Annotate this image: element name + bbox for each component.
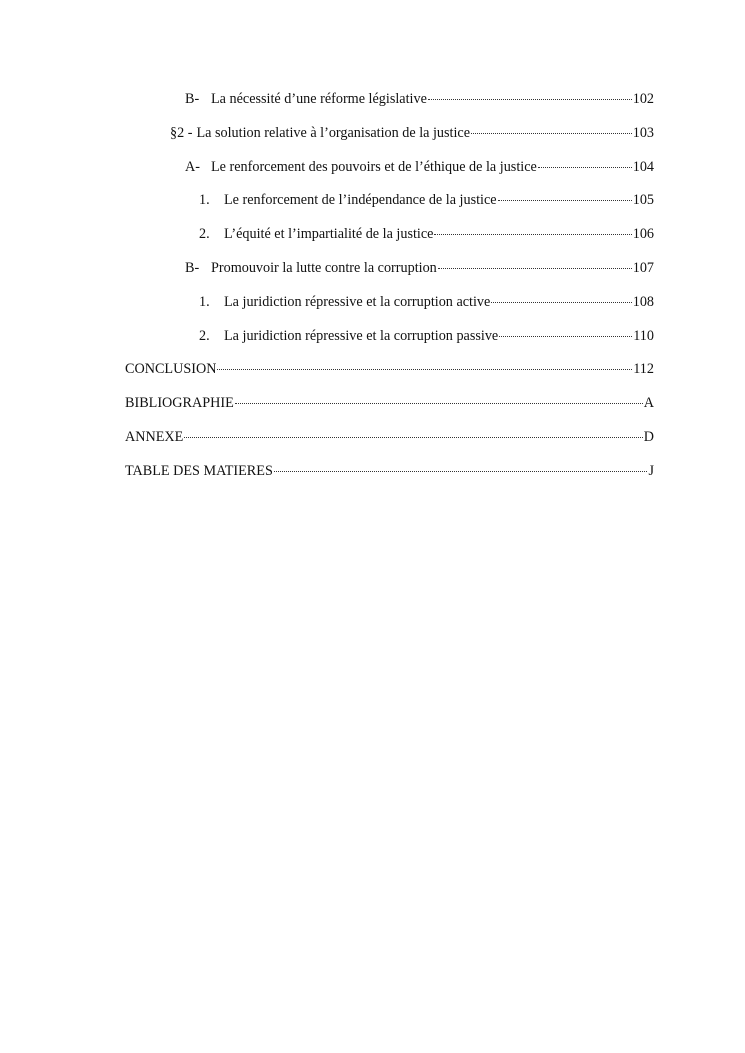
dot-leader bbox=[217, 369, 632, 370]
toc-entry-page: J bbox=[648, 462, 654, 479]
dot-leader bbox=[274, 471, 648, 472]
toc-entry-page: D bbox=[643, 428, 654, 445]
toc-entry[interactable] bbox=[125, 89, 654, 123]
toc-entry-conclusion[interactable] bbox=[125, 359, 654, 393]
toc-entry[interactable] bbox=[125, 258, 654, 292]
toc-entry-marker: 2. bbox=[199, 327, 210, 344]
dot-leader bbox=[438, 268, 632, 269]
toc-entry-label: La juridiction répressive et la corruption active bbox=[224, 293, 491, 310]
dot-leader bbox=[428, 99, 632, 100]
dot-leader bbox=[235, 403, 643, 404]
toc-entry[interactable] bbox=[125, 157, 654, 191]
toc-entry-page: 103 bbox=[632, 124, 654, 141]
toc-entry-bibliographie[interactable] bbox=[125, 393, 654, 427]
toc-entry-label: TABLE DES MATIERES bbox=[125, 462, 273, 479]
toc-entry-label: CONCLUSION bbox=[125, 361, 217, 378]
toc-entry-page: 105 bbox=[632, 192, 654, 209]
toc-entry-marker: 1. bbox=[199, 293, 210, 310]
toc-entry[interactable] bbox=[125, 123, 654, 157]
dot-leader bbox=[499, 336, 632, 337]
toc-entry[interactable] bbox=[125, 326, 654, 360]
toc-entry-label: BIBLIOGRAPHIE bbox=[125, 395, 234, 412]
toc-entry-page: A bbox=[643, 395, 654, 412]
dot-leader bbox=[471, 133, 632, 134]
dot-leader bbox=[434, 234, 631, 235]
toc-entry-label: L’équité et l’impartialité de la justice bbox=[224, 226, 434, 243]
toc-entry-label: ANNEXE bbox=[125, 428, 184, 445]
toc-entry-table-des-matieres[interactable] bbox=[125, 461, 654, 495]
dot-leader bbox=[498, 200, 632, 201]
toc-entry-marker: B- bbox=[185, 259, 200, 276]
toc-entry-label: Le renforcement des pouvoirs et de l’éthique de la justice bbox=[211, 158, 537, 175]
toc-entry-marker: 2. bbox=[199, 226, 210, 243]
dot-leader bbox=[184, 437, 642, 438]
toc-entry-label: Le renforcement de l’indépendance de la justice bbox=[224, 192, 497, 209]
toc-entry-label: La juridiction répressive et la corruption passive bbox=[224, 327, 499, 344]
toc-entry-marker: 1. bbox=[199, 192, 210, 209]
table-of-contents bbox=[125, 89, 654, 495]
toc-entry-marker: B- bbox=[185, 91, 200, 107]
toc-entry-page: 106 bbox=[632, 226, 654, 243]
toc-entry-label: Promouvoir la lutte contre la corruption bbox=[211, 259, 437, 276]
toc-entry-page: 107 bbox=[632, 259, 654, 276]
toc-entry[interactable] bbox=[125, 190, 654, 224]
toc-entry-label: La solution relative à l’organisation de la justice bbox=[196, 124, 471, 141]
toc-entry-label: La nécessité d’une réforme législative bbox=[211, 91, 427, 107]
toc-entry-marker: §2 - bbox=[170, 124, 193, 141]
toc-entry-page: 108 bbox=[632, 293, 654, 310]
toc-entry-page: 102 bbox=[632, 91, 654, 107]
dot-leader bbox=[538, 167, 632, 168]
toc-entry-page: 112 bbox=[633, 361, 654, 378]
toc-entry[interactable] bbox=[125, 292, 654, 326]
toc-entry-marker: A- bbox=[185, 158, 200, 175]
dot-leader bbox=[491, 302, 631, 303]
toc-entry[interactable] bbox=[125, 224, 654, 258]
toc-entry-page: 110 bbox=[633, 327, 654, 344]
toc-entry-page: 104 bbox=[632, 158, 654, 175]
toc-entry-annexe[interactable] bbox=[125, 427, 654, 461]
